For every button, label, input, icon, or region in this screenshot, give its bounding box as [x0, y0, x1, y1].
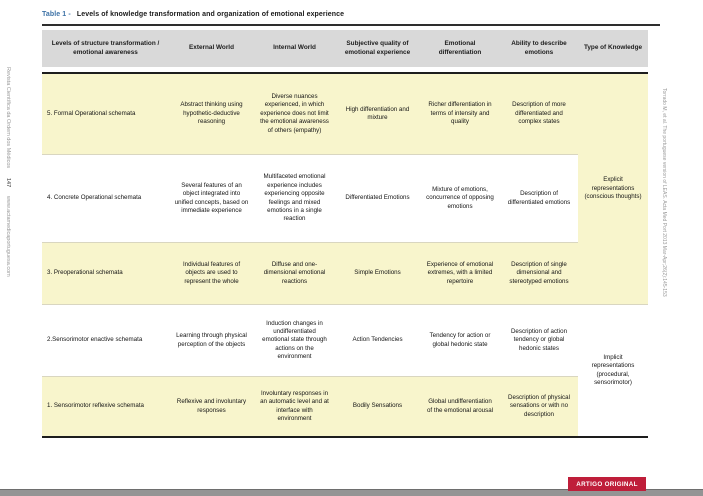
cell-internal-world: Diffuse and one-dimensional emotional reactions [254, 242, 335, 304]
right-margin-citation: Torrado M, et al. The portuguese version of LEAS. Acta Med Port 2013 Mar-Apr;26(2):145-153 [661, 88, 667, 297]
page-number: 147 [5, 177, 11, 187]
table-row [42, 376, 648, 438]
cell-emotional-differentiation: Global undifferentiation of the emotional arousal [420, 376, 500, 438]
cell-external-world: Abstract thinking using hypothetic-deductive reasoning [169, 72, 254, 154]
cell-subjective-quality: Action Tendencies [335, 304, 420, 376]
cell-type-of-knowledge: Explicit representations (conscious thoughts) [578, 72, 648, 304]
journal-name: Revista Científica da Ordem dos Médicos [5, 67, 11, 169]
cell-subjective-quality: Differentiated Emotions [335, 154, 420, 242]
table-row [42, 304, 648, 376]
table-row [42, 154, 648, 242]
cell-subjective-quality: High differentiation and mixture [335, 72, 420, 154]
table-body [42, 72, 648, 438]
header-cell-1: External World [169, 30, 254, 72]
table-row [42, 72, 648, 154]
cell-external-world: Reflexive and involuntary responses [169, 376, 254, 438]
cell-ability-to-describe: Description of single dimensional and stereotyped emotions [500, 242, 578, 304]
table-row [42, 242, 648, 304]
cell-level: 2.Sensorimotor enactive schemata [42, 304, 169, 376]
cell-level: 1. Sensorimotor reflexive schemata [42, 376, 169, 438]
cell-emotional-differentiation: Mixture of emotions, concurrence of opposing emotions [420, 154, 500, 242]
table-caption [42, 11, 344, 18]
cell-internal-world: Multifaceted emotional experience includes experiencing opposite feelings and mixed emotions in a single reaction [254, 154, 335, 242]
cell-ability-to-describe: Description of action tendency or global hedonic states [500, 304, 578, 376]
cell-internal-world: Induction changes in undifferentiated emotional state through actions on the environment [254, 304, 335, 376]
knowledge-levels-table [42, 30, 648, 438]
table-title-text: Levels of knowledge transformation and organization of emotional experience [76, 11, 345, 18]
cell-type-of-knowledge: Implicit representations (procedural, sensorimotor) [578, 304, 648, 438]
cell-subjective-quality: Bodily Sensations [335, 376, 420, 438]
cell-internal-world: Involuntary responses in an automatic level and at interface with environment [254, 376, 335, 438]
header-cell-2: Internal World [254, 30, 335, 72]
left-margin-text [5, 63, 11, 281]
original-article-badge: ARTIGO ORIGINAL [568, 477, 646, 491]
cell-external-world: Several features of an object integrated into unified concepts, based on immediate experience [169, 154, 254, 242]
cell-emotional-differentiation: Experience of emotional extremes, with a limited repertoire [420, 242, 500, 304]
cell-level: 4. Concrete Operational schemata [42, 154, 169, 242]
cell-ability-to-describe: Description of differentiated emotions [500, 154, 578, 242]
cell-ability-to-describe: Description of physical sensations or with no description [500, 376, 578, 438]
cell-internal-world: Diverse nuances experienced, in which experience does not limit the emotional awareness of others (empathy) [254, 72, 335, 154]
header-cell-4: Emotional differentiation [420, 30, 500, 72]
caption-rule [42, 24, 660, 26]
table-number-label: Table 1 - [42, 11, 71, 18]
cell-level: 5. Formal Operational schemata [42, 72, 169, 154]
header-cell-0: Levels of structure transformation / emotional awareness [42, 30, 169, 72]
cell-subjective-quality: Simple Emotions [335, 242, 420, 304]
header-cell-6: Type of Knowledge [578, 30, 648, 72]
cell-external-world: Individual features of objects are used to represent the whole [169, 242, 254, 304]
table-header-row [42, 30, 648, 72]
header-cell-5: Ability to describe emotions [500, 30, 578, 72]
journal-url: www.actamedicaportuguesa.com [5, 196, 11, 278]
cell-emotional-differentiation: Tendency for action or global hedonic state [420, 304, 500, 376]
cell-external-world: Learning through physical perception of the objects [169, 304, 254, 376]
cell-emotional-differentiation: Richer differentiation in terms of intensity and quality [420, 72, 500, 154]
cell-ability-to-describe: Description of more differentiated and complex states [500, 72, 578, 154]
cell-level: 3. Preoperational schemata [42, 242, 169, 304]
header-cell-3: Subjective quality of emotional experience [335, 30, 420, 72]
